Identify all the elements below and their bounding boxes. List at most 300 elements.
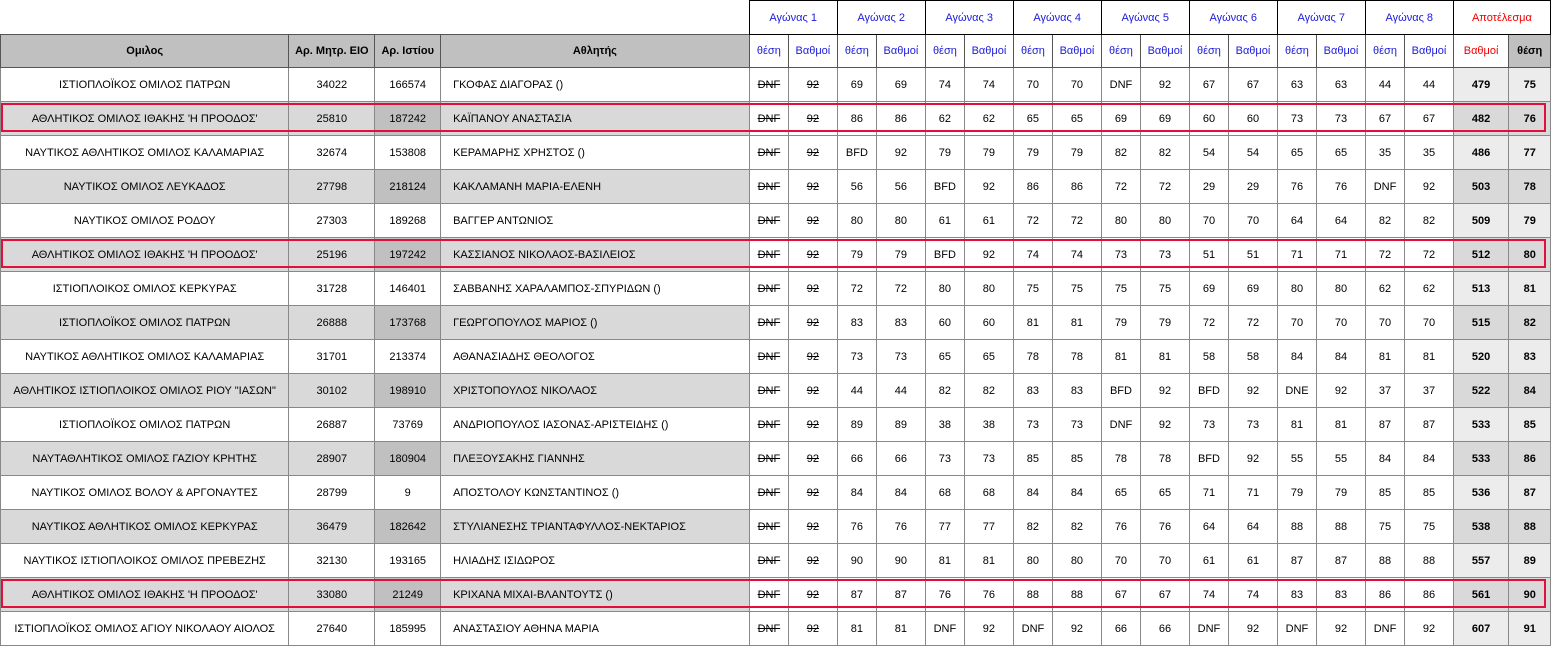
race-5-points: 70 (1141, 544, 1190, 578)
race-8-place: 82 (1365, 204, 1404, 238)
club-cell: ΝΑΥΤΙΚΟΣ ΟΜΙΛΟΣ ΛΕΥΚΑΔΟΣ (1, 170, 289, 204)
race-6-points: 71 (1229, 476, 1278, 510)
club-cell: ΙΣΤΙΟΠΛΟΪΚΟΣ ΟΜΙΛΟΣ ΠΑΤΡΩΝ (1, 306, 289, 340)
race-4-place: 80 (1013, 544, 1052, 578)
sail-number-cell: 185995 (375, 612, 441, 646)
race-8-points: 92 (1405, 170, 1454, 204)
table-row (1, 136, 1551, 170)
race-header-row (1, 1, 1551, 35)
race-4-points: 74 (1053, 238, 1102, 272)
registry-cell: 27798 (289, 170, 375, 204)
race-1-points: 92 (789, 544, 838, 578)
sail-number-cell: 182642 (375, 510, 441, 544)
race-3-points: 77 (965, 510, 1014, 544)
athlete-cell: ΚΡΙΧΑΝΑ ΜΙΧΑΙ-ΒΛΑΝΤΟΥΤΣ () (441, 578, 750, 612)
table-row (1, 374, 1551, 408)
race-6-place: 64 (1189, 510, 1228, 544)
race-3-points-header: Βαθμοί (965, 35, 1014, 68)
club-cell: ΑΘΛΗΤΙΚΟΣ ΙΣΤΙΟΠΛΟΙΚΟΣ ΟΜΙΛΟΣ ΡΙΟΥ "ΙΑΣΩΝ" (1, 374, 289, 408)
club-header: Ομιλος (1, 35, 289, 68)
club-cell: ΝΑΥΤΙΚΟΣ ΑΘΛΗΤΙΚΟΣ ΟΜΙΛΟΣ ΚΑΛΑΜΑΡΙΑΣ (1, 136, 289, 170)
race-7-points: 71 (1317, 238, 1366, 272)
table-row (1, 408, 1551, 442)
athlete-cell: ΚΑΣΣΙΑΝΟΣ ΝΙΚΟΛΑΟΣ-ΒΑΣΙΛΕΙΟΣ (441, 238, 750, 272)
race-7-place: 55 (1277, 442, 1316, 476)
race-6-place: 54 (1189, 136, 1228, 170)
final-place-cell: 89 (1509, 544, 1551, 578)
total-points-cell: 522 (1453, 374, 1509, 408)
race-header-6: Αγώνας 6 (1189, 1, 1277, 35)
athlete-cell: ΚΑΚΛΑΜΑΝΗ ΜΑΡΙΑ-ΕΛΕΝΗ (441, 170, 750, 204)
sail-number-header: Αρ. Ιστίου (375, 35, 441, 68)
race-6-place: 67 (1189, 68, 1228, 102)
athlete-cell: ΓΚΟΦΑΣ ΔΙΑΓΟΡΑΣ () (441, 68, 750, 102)
athlete-cell: ΓΕΩΡΓΟΠΟΥΛΟΣ ΜΑΡΙΟΣ () (441, 306, 750, 340)
sail-number-cell: 213374 (375, 340, 441, 374)
race-7-place: 80 (1277, 272, 1316, 306)
race-4-place-header: θέση (1013, 35, 1052, 68)
registry-cell: 26888 (289, 306, 375, 340)
race-8-points: 44 (1405, 68, 1454, 102)
table-row (1, 544, 1551, 578)
race-5-place: 66 (1101, 612, 1140, 646)
race-2-points: 83 (877, 306, 926, 340)
race-2-place: 86 (837, 102, 876, 136)
club-cell: ΝΑΥΤΙΚΟΣ ΟΜΙΛΟΣ ΡΟΔΟΥ (1, 204, 289, 238)
race-7-points: 88 (1317, 510, 1366, 544)
race-3-place: 76 (925, 578, 964, 612)
race-5-place: 72 (1101, 170, 1140, 204)
final-place-cell: 78 (1509, 170, 1551, 204)
sail-number-cell: 198910 (375, 374, 441, 408)
race-5-place: 70 (1101, 544, 1140, 578)
race-6-points: 61 (1229, 544, 1278, 578)
race-header-7: Αγώνας 7 (1277, 1, 1365, 35)
race-4-place: DNF (1013, 612, 1052, 646)
race-3-points: 74 (965, 68, 1014, 102)
race-8-points: 92 (1405, 612, 1454, 646)
race-2-place: 66 (837, 442, 876, 476)
race-5-points: 82 (1141, 136, 1190, 170)
race-8-points: 82 (1405, 204, 1454, 238)
race-7-place: 76 (1277, 170, 1316, 204)
race-4-points: 65 (1053, 102, 1102, 136)
race-1-place: DNF (749, 170, 788, 204)
race-4-points: 73 (1053, 408, 1102, 442)
athlete-cell: ΚΕΡΑΜΑΡΗΣ ΧΡΗΣΤΟΣ () (441, 136, 750, 170)
race-3-points: 82 (965, 374, 1014, 408)
race-header-4: Αγώνας 4 (1013, 1, 1101, 35)
race-5-points: 67 (1141, 578, 1190, 612)
total-points-cell: 533 (1453, 442, 1509, 476)
race-3-place: DNF (925, 612, 964, 646)
race-7-points: 70 (1317, 306, 1366, 340)
race-8-place: 84 (1365, 442, 1404, 476)
race-header-1: Αγώνας 1 (749, 1, 837, 35)
race-3-points: 92 (965, 238, 1014, 272)
table-row (1, 170, 1551, 204)
race-7-place: 88 (1277, 510, 1316, 544)
race-3-place: 38 (925, 408, 964, 442)
race-6-points: 73 (1229, 408, 1278, 442)
registry-cell: 27640 (289, 612, 375, 646)
race-8-place: 88 (1365, 544, 1404, 578)
race-8-points: 62 (1405, 272, 1454, 306)
final-place-cell: 84 (1509, 374, 1551, 408)
race-5-place: 65 (1101, 476, 1140, 510)
race-2-points: 44 (877, 374, 926, 408)
athlete-cell: ΑΘΑΝΑΣΙΑΔΗΣ ΘΕΟΛΟΓΟΣ (441, 340, 750, 374)
club-cell: ΝΑΥΤΙΚΟΣ ΟΜΙΛΟΣ ΒΟΛΟΥ & ΑΡΓΟΝΑΥΤΕΣ (1, 476, 289, 510)
sail-number-cell: 189268 (375, 204, 441, 238)
race-6-place: 61 (1189, 544, 1228, 578)
total-points-cell: 557 (1453, 544, 1509, 578)
race-2-place: 73 (837, 340, 876, 374)
race-6-place: 74 (1189, 578, 1228, 612)
race-3-place: 79 (925, 136, 964, 170)
race-5-place: DNF (1101, 408, 1140, 442)
race-2-place: 76 (837, 510, 876, 544)
registry-cell: 25196 (289, 238, 375, 272)
race-6-points: 72 (1229, 306, 1278, 340)
race-2-place: 56 (837, 170, 876, 204)
total-points-cell: 509 (1453, 204, 1509, 238)
result-header: Αποτέλεσμα (1453, 1, 1550, 35)
race-6-place: 71 (1189, 476, 1228, 510)
race-8-place: DNF (1365, 612, 1404, 646)
race-7-place: 83 (1277, 578, 1316, 612)
total-points-cell: 512 (1453, 238, 1509, 272)
total-points-cell: 486 (1453, 136, 1509, 170)
race-2-points: 80 (877, 204, 926, 238)
race-1-place: DNF (749, 476, 788, 510)
race-5-place: DNF (1101, 68, 1140, 102)
registry-header: Αρ. Μητρ. ΕΙΟ (289, 35, 375, 68)
race-4-place: 74 (1013, 238, 1052, 272)
final-place-cell: 87 (1509, 476, 1551, 510)
race-3-place: 81 (925, 544, 964, 578)
race-6-points: 69 (1229, 272, 1278, 306)
race-2-place: 89 (837, 408, 876, 442)
sail-number-cell: 166574 (375, 68, 441, 102)
total-points-cell: 513 (1453, 272, 1509, 306)
race-3-points: 92 (965, 612, 1014, 646)
race-2-place: 87 (837, 578, 876, 612)
sail-number-cell: 187242 (375, 102, 441, 136)
race-6-place: 29 (1189, 170, 1228, 204)
race-7-points: 64 (1317, 204, 1366, 238)
race-3-points: 80 (965, 272, 1014, 306)
race-3-place: 74 (925, 68, 964, 102)
total-points-cell: 607 (1453, 612, 1509, 646)
registry-cell: 34022 (289, 68, 375, 102)
total-points-cell: 479 (1453, 68, 1509, 102)
race-5-points: 81 (1141, 340, 1190, 374)
race-7-place: 79 (1277, 476, 1316, 510)
race-7-place: 70 (1277, 306, 1316, 340)
table-row (1, 204, 1551, 238)
race-6-place: 72 (1189, 306, 1228, 340)
race-5-points: 73 (1141, 238, 1190, 272)
race-2-points: 81 (877, 612, 926, 646)
race-6-place: 51 (1189, 238, 1228, 272)
race-7-points: 80 (1317, 272, 1366, 306)
race-7-points: 81 (1317, 408, 1366, 442)
race-1-points: 92 (789, 204, 838, 238)
sail-number-cell: 146401 (375, 272, 441, 306)
race-1-place: DNF (749, 204, 788, 238)
final-place-cell: 86 (1509, 442, 1551, 476)
race-6-place-header: θέση (1189, 35, 1228, 68)
race-4-place: 73 (1013, 408, 1052, 442)
race-7-place: 84 (1277, 340, 1316, 374)
race-4-points: 85 (1053, 442, 1102, 476)
race-5-points: 92 (1141, 374, 1190, 408)
race-6-place: BFD (1189, 374, 1228, 408)
race-8-place: 44 (1365, 68, 1404, 102)
race-5-points: 76 (1141, 510, 1190, 544)
race-7-points: 76 (1317, 170, 1366, 204)
final-place-cell: 81 (1509, 272, 1551, 306)
race-3-points: 61 (965, 204, 1014, 238)
race-4-points: 82 (1053, 510, 1102, 544)
race-1-place: DNF (749, 340, 788, 374)
race-8-place: DNF (1365, 170, 1404, 204)
club-cell: ΝΑΥΤΑΘΛΗΤΙΚΟΣ ΟΜΙΛΟΣ ΓΑΖΙΟΥ ΚΡΗΤΗΣ (1, 442, 289, 476)
race-1-points: 92 (789, 442, 838, 476)
race-2-place: 81 (837, 612, 876, 646)
athlete-cell: ΚΑΪΠΑΝΟΥ ΑΝΑΣΤΑΣΙΑ (441, 102, 750, 136)
final-place-cell: 91 (1509, 612, 1551, 646)
race-2-place: 72 (837, 272, 876, 306)
race-6-place: 73 (1189, 408, 1228, 442)
column-header-row (1, 35, 1551, 68)
race-2-points: 87 (877, 578, 926, 612)
race-1-place: DNF (749, 136, 788, 170)
race-1-place: DNF (749, 306, 788, 340)
race-5-points: 72 (1141, 170, 1190, 204)
race-4-place: 88 (1013, 578, 1052, 612)
race-8-place: 67 (1365, 102, 1404, 136)
race-7-points-header: Βαθμοί (1317, 35, 1366, 68)
race-2-place: 69 (837, 68, 876, 102)
race-2-place: 83 (837, 306, 876, 340)
race-6-place: DNF (1189, 612, 1228, 646)
total-points-cell: 520 (1453, 340, 1509, 374)
race-4-place: 82 (1013, 510, 1052, 544)
total-points-cell: 533 (1453, 408, 1509, 442)
athlete-cell: ΣΑΒΒΑΝΗΣ ΧΑΡΑΛΑΜΠΟΣ-ΣΠΥΡΙΔΩΝ () (441, 272, 750, 306)
club-cell: ΝΑΥΤΙΚΟΣ ΑΘΛΗΤΙΚΟΣ ΟΜΙΛΟΣ ΚΕΡΚΥΡΑΣ (1, 510, 289, 544)
race-header-3: Αγώνας 3 (925, 1, 1013, 35)
race-7-points: 63 (1317, 68, 1366, 102)
race-4-points: 70 (1053, 68, 1102, 102)
race-8-points: 85 (1405, 476, 1454, 510)
total-points-cell: 515 (1453, 306, 1509, 340)
race-1-place: DNF (749, 68, 788, 102)
race-3-place: 60 (925, 306, 964, 340)
race-5-place: 67 (1101, 578, 1140, 612)
race-7-place: DNF (1277, 612, 1316, 646)
race-4-points: 83 (1053, 374, 1102, 408)
race-4-points: 79 (1053, 136, 1102, 170)
race-7-points: 84 (1317, 340, 1366, 374)
registry-cell: 31701 (289, 340, 375, 374)
race-8-points: 87 (1405, 408, 1454, 442)
race-1-points: 92 (789, 476, 838, 510)
race-2-points: 86 (877, 102, 926, 136)
registry-cell: 28907 (289, 442, 375, 476)
athlete-cell: ΠΛΕΞΟΥΣΑΚΗΣ ΓΙΑΝΝΗΣ (441, 442, 750, 476)
registry-cell: 32674 (289, 136, 375, 170)
race-3-points: 62 (965, 102, 1014, 136)
race-3-place: 80 (925, 272, 964, 306)
race-5-place: 73 (1101, 238, 1140, 272)
race-4-place: 85 (1013, 442, 1052, 476)
race-3-points: 38 (965, 408, 1014, 442)
sail-number-cell: 173768 (375, 306, 441, 340)
race-7-points: 73 (1317, 102, 1366, 136)
race-5-place: 78 (1101, 442, 1140, 476)
race-8-place: 70 (1365, 306, 1404, 340)
race-3-points: 76 (965, 578, 1014, 612)
race-6-points: 92 (1229, 612, 1278, 646)
race-2-points: 89 (877, 408, 926, 442)
race-3-points: 68 (965, 476, 1014, 510)
race-4-place: 75 (1013, 272, 1052, 306)
race-6-points: 92 (1229, 442, 1278, 476)
table-row (1, 612, 1551, 646)
race-8-points: 84 (1405, 442, 1454, 476)
race-5-points: 80 (1141, 204, 1190, 238)
race-7-points: 83 (1317, 578, 1366, 612)
race-header-5: Αγώνας 5 (1101, 1, 1189, 35)
race-4-place: 86 (1013, 170, 1052, 204)
race-2-points: 73 (877, 340, 926, 374)
table-row (1, 340, 1551, 374)
race-5-place: 75 (1101, 272, 1140, 306)
race-2-place: 44 (837, 374, 876, 408)
race-1-points: 92 (789, 272, 838, 306)
race-8-points: 37 (1405, 374, 1454, 408)
race-4-points: 81 (1053, 306, 1102, 340)
race-6-points: 58 (1229, 340, 1278, 374)
race-4-points: 80 (1053, 544, 1102, 578)
race-8-place: 81 (1365, 340, 1404, 374)
race-7-place: 65 (1277, 136, 1316, 170)
race-8-points-header: Βαθμοί (1405, 35, 1454, 68)
race-4-place: 81 (1013, 306, 1052, 340)
club-cell: ΑΘΛΗΤΙΚΟΣ ΟΜΙΛΟΣ ΙΘΑΚΗΣ 'Η ΠΡΟΟΔΟΣ' (1, 238, 289, 272)
race-8-points: 67 (1405, 102, 1454, 136)
final-place-cell: 90 (1509, 578, 1551, 612)
race-8-points: 70 (1405, 306, 1454, 340)
registry-cell: 30102 (289, 374, 375, 408)
race-4-place: 65 (1013, 102, 1052, 136)
race-1-points: 92 (789, 510, 838, 544)
result-place-header: θέση (1509, 35, 1551, 68)
sail-number-cell: 21249 (375, 578, 441, 612)
table-row (1, 442, 1551, 476)
race-8-place: 87 (1365, 408, 1404, 442)
race-8-points: 88 (1405, 544, 1454, 578)
race-8-place: 75 (1365, 510, 1404, 544)
race-6-place: 60 (1189, 102, 1228, 136)
club-cell: ΙΣΤΙΟΠΛΟΪΚΟΣ ΟΜΙΛΟΣ ΠΑΤΡΩΝ (1, 68, 289, 102)
athlete-cell: ΧΡΙΣΤΟΠΟΥΛΟΣ ΝΙΚΟΛΑΟΣ (441, 374, 750, 408)
race-6-points: 64 (1229, 510, 1278, 544)
total-points-cell: 482 (1453, 102, 1509, 136)
final-place-cell: 83 (1509, 340, 1551, 374)
race-4-place: 78 (1013, 340, 1052, 374)
race-1-points: 92 (789, 170, 838, 204)
registry-cell: 32130 (289, 544, 375, 578)
sail-number-cell: 197242 (375, 238, 441, 272)
race-2-points: 76 (877, 510, 926, 544)
final-place-cell: 85 (1509, 408, 1551, 442)
club-cell: ΑΘΛΗΤΙΚΟΣ ΟΜΙΛΟΣ ΙΘΑΚΗΣ 'Η ΠΡΟΟΔΟΣ' (1, 578, 289, 612)
race-6-place: 69 (1189, 272, 1228, 306)
race-4-place: 79 (1013, 136, 1052, 170)
race-2-points: 92 (877, 136, 926, 170)
race-3-place: BFD (925, 238, 964, 272)
race-2-place: 84 (837, 476, 876, 510)
race-2-points: 69 (877, 68, 926, 102)
race-1-place-header: θέση (749, 35, 788, 68)
race-4-place: 70 (1013, 68, 1052, 102)
race-1-place: DNF (749, 612, 788, 646)
race-7-place: DNE (1277, 374, 1316, 408)
race-4-points: 75 (1053, 272, 1102, 306)
race-3-place-header: θέση (925, 35, 964, 68)
race-1-points: 92 (789, 374, 838, 408)
race-6-points: 67 (1229, 68, 1278, 102)
race-4-points: 86 (1053, 170, 1102, 204)
race-2-points: 79 (877, 238, 926, 272)
race-1-points: 92 (789, 578, 838, 612)
total-points-cell: 561 (1453, 578, 1509, 612)
club-cell: ΙΣΤΙΟΠΛΟΪΚΟΣ ΟΜΙΛΟΣ ΑΓΙΟΥ ΝΙΚΟΛΑΟΥ ΑΙΟΛΟΣ (1, 612, 289, 646)
race-header-2: Αγώνας 2 (837, 1, 925, 35)
race-1-points: 92 (789, 68, 838, 102)
sail-number-cell: 193165 (375, 544, 441, 578)
race-6-place: BFD (1189, 442, 1228, 476)
race-4-points: 84 (1053, 476, 1102, 510)
race-5-place: 82 (1101, 136, 1140, 170)
final-place-cell: 79 (1509, 204, 1551, 238)
sail-number-cell: 180904 (375, 442, 441, 476)
race-5-points: 78 (1141, 442, 1190, 476)
race-7-place: 87 (1277, 544, 1316, 578)
athlete-cell: ΑΝΑΣΤΑΣΙΟΥ ΑΘΗΝΑ ΜΑΡΙΑ (441, 612, 750, 646)
race-1-place: DNF (749, 102, 788, 136)
race-3-points: 65 (965, 340, 1014, 374)
race-8-place: 72 (1365, 238, 1404, 272)
race-1-points-header: Βαθμοί (789, 35, 838, 68)
race-7-place: 71 (1277, 238, 1316, 272)
final-place-cell: 76 (1509, 102, 1551, 136)
table-row (1, 68, 1551, 102)
athlete-cell: ΣΤΥΛΙΑΝΕΣΗΣ ΤΡΙΑΝΤΑΦΥΛΛΟΣ-ΝΕΚΤΑΡΙΟΣ (441, 510, 750, 544)
race-8-place-header: θέση (1365, 35, 1404, 68)
race-5-points: 65 (1141, 476, 1190, 510)
club-cell: ΑΘΛΗΤΙΚΟΣ ΟΜΙΛΟΣ ΙΘΑΚΗΣ 'Η ΠΡΟΟΔΟΣ' (1, 102, 289, 136)
final-place-cell: 82 (1509, 306, 1551, 340)
athlete-cell: ΗΛΙΑΔΗΣ ΙΣΙΔΩΡΟΣ (441, 544, 750, 578)
race-5-points: 92 (1141, 408, 1190, 442)
race-2-place: BFD (837, 136, 876, 170)
race-2-points: 84 (877, 476, 926, 510)
